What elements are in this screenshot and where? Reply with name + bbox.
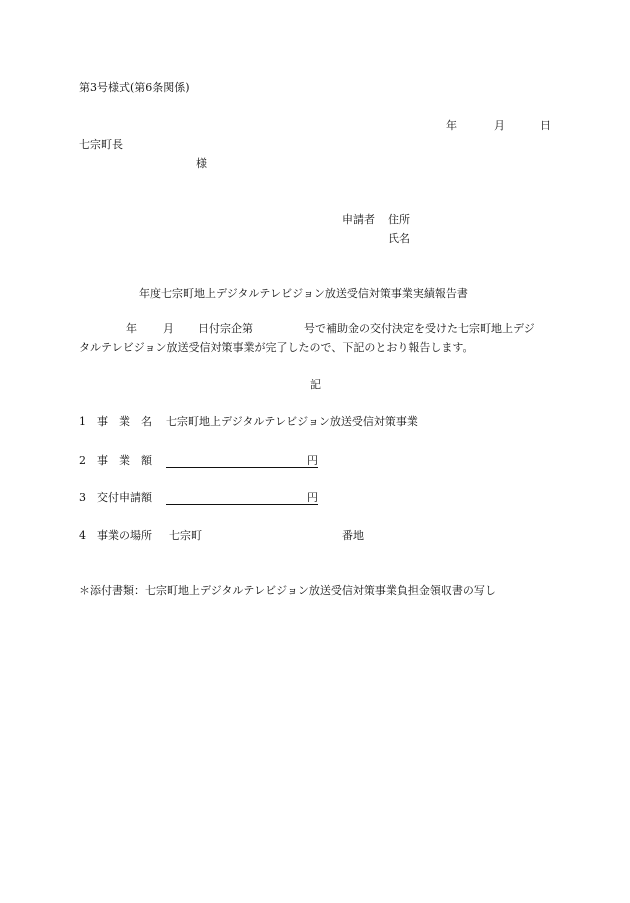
ki-heading: 記 [310,378,321,391]
item4-number: 4 [79,529,86,542]
item4-place: 七宗町 [169,529,202,542]
item1-label: 事 業 名 [97,415,152,428]
date-day-label: 日 [540,119,551,132]
item3-unit-underline [307,504,318,505]
body-line2: タルテレビジョン放送受信対策事業が完了したので、下記のとおり報告します。 [79,341,474,354]
applicant-label: 申請者 [342,213,375,226]
item3-number: 3 [79,491,86,504]
item1-value: 七宗町地上デジタルテレビジョン放送受信対策事業 [166,415,418,428]
date-month-label: 月 [494,119,505,132]
body-year: 年 [126,322,137,335]
body-month: 月 [163,322,174,335]
addressee-honorific: 様 [196,157,207,170]
date-year-label: 年 [446,119,457,132]
item2-amount-blank[interactable] [166,467,307,468]
attachment-note: ＊添付書類：七宗町地上デジタルテレビジョン放送受信対策事業負担金領収書の写し [79,584,496,597]
applicant-name-label: 氏名 [388,232,410,245]
item2-unit-underline [307,467,318,468]
body-line1-rest: 号で補助金の交付決定を受けた七宗町地上デジ [304,322,535,335]
item2-number: 2 [79,454,86,467]
item2-unit: 円 [307,454,318,467]
item4-suffix: 番地 [342,529,364,542]
item1-number: 1 [79,415,86,428]
addressee-title: 七宗町長 [79,138,123,151]
item3-label: 交付申請額 [97,491,152,504]
applicant-address-label: 住所 [388,213,410,226]
item4-label: 事業の場所 [97,529,152,542]
body-day-ref: 日付宗企第 [198,322,253,335]
item2-label: 事 業 額 [97,454,152,467]
item3-unit: 円 [307,491,318,504]
form-label: 第3号様式(第6条関係) [79,81,190,94]
document-title: 年度七宗町地上デジタルテレビジョン放送受信対策事業実績報告書 [139,287,468,300]
item3-amount-blank[interactable] [166,504,307,505]
